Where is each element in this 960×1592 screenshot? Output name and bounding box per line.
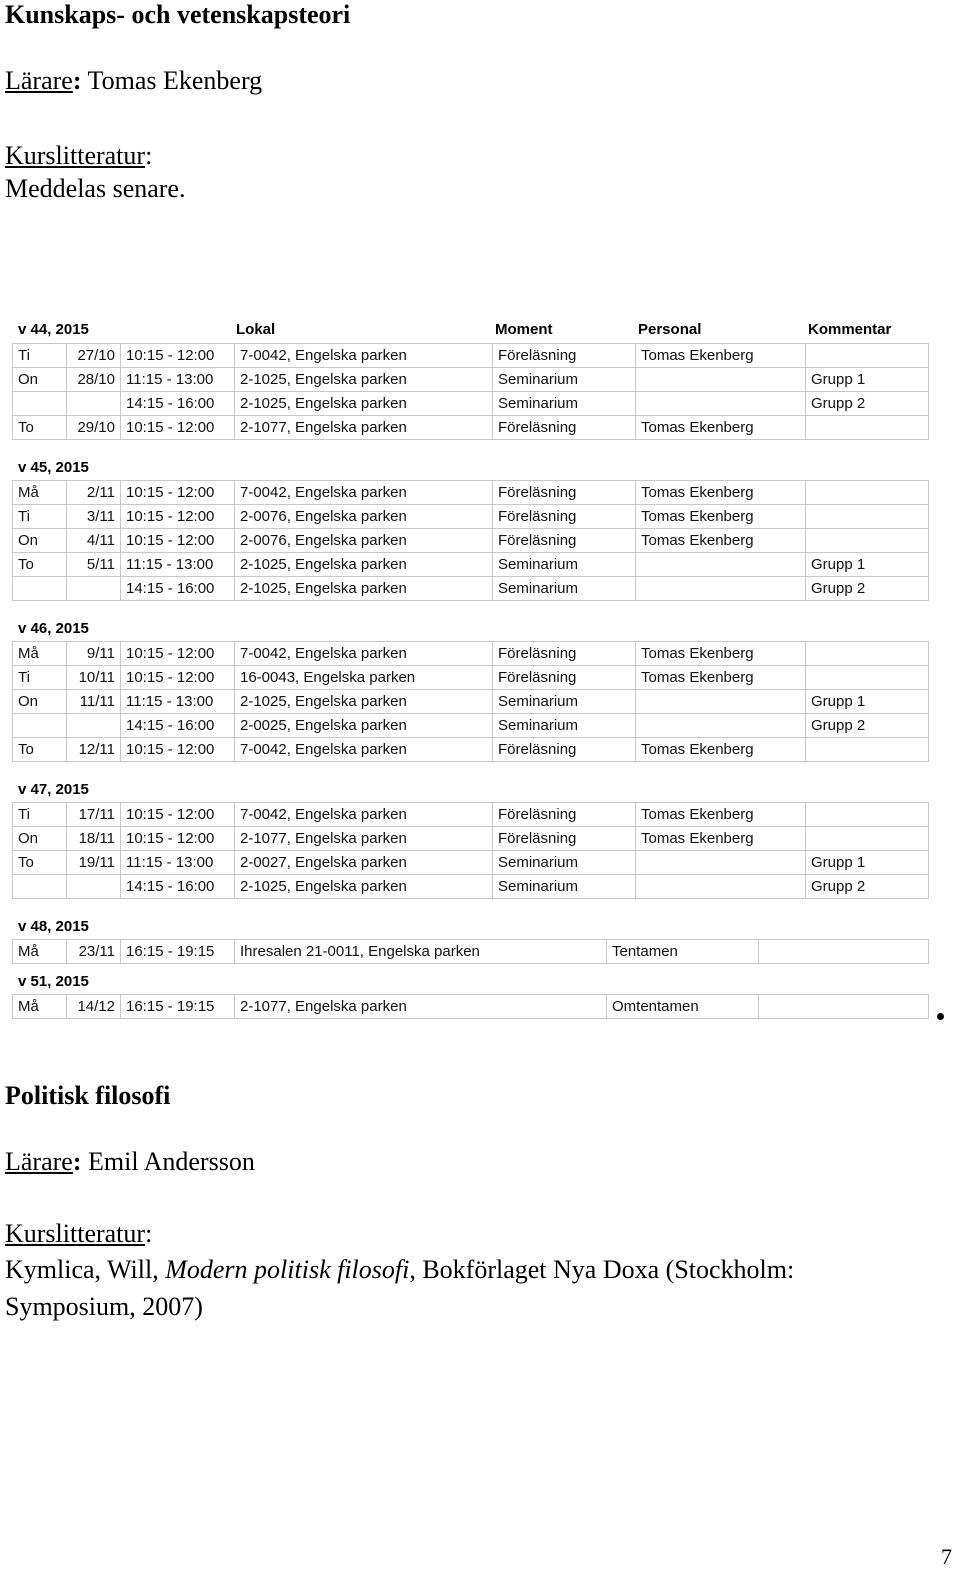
table-cell: On xyxy=(13,827,67,851)
table-cell: 10:15 - 12:00 xyxy=(121,738,235,762)
table-cell: 29/10 xyxy=(67,416,121,440)
table-cell xyxy=(636,392,806,416)
header-lokal: Lokal xyxy=(236,321,276,338)
schedule-week-table xyxy=(12,480,929,601)
table-cell: Föreläsning xyxy=(493,529,636,553)
schedule-week-table xyxy=(12,939,929,964)
table-cell: 11:15 - 13:00 xyxy=(121,368,235,392)
table-cell: Ti xyxy=(13,803,67,827)
literature-text-1: Meddelas senare. xyxy=(5,174,186,203)
table-cell: 10/11 xyxy=(67,666,121,690)
table-cell: Må xyxy=(13,481,67,505)
teacher-line-2: Lärare: Emil Andersson xyxy=(5,1147,255,1176)
table-cell: 2-0025, Engelska parken xyxy=(235,714,493,738)
table-cell: Seminarium xyxy=(493,553,636,577)
table-cell: Grupp 2 xyxy=(806,577,929,601)
table-cell xyxy=(806,738,929,762)
schedule-table xyxy=(12,317,928,1019)
table-cell xyxy=(636,851,806,875)
table-cell: Seminarium xyxy=(493,875,636,899)
table-cell: 10:15 - 12:00 xyxy=(121,416,235,440)
table-cell xyxy=(806,803,929,827)
teacher-colon: : xyxy=(72,66,82,95)
table-cell: Tomas Ekenberg xyxy=(636,481,806,505)
table-row xyxy=(13,803,929,827)
table-cell: 2-1025, Engelska parken xyxy=(235,553,493,577)
table-cell: 10:15 - 12:00 xyxy=(121,666,235,690)
table-row xyxy=(13,875,929,899)
table-cell xyxy=(67,875,121,899)
table-cell: 11:15 - 13:00 xyxy=(121,690,235,714)
header-kommentar: Kommentar xyxy=(808,321,892,338)
table-cell xyxy=(806,666,929,690)
literature-label-1: Kurslitteratur: xyxy=(5,141,153,170)
table-cell: 2-1077, Engelska parken xyxy=(235,416,493,440)
schedule-week-table xyxy=(12,641,929,762)
table-row xyxy=(13,505,929,529)
table-cell: 7-0042, Engelska parken xyxy=(235,481,493,505)
teacher-label: Lärare xyxy=(5,66,73,95)
table-cell: Omtentamen xyxy=(607,995,759,1019)
table-cell xyxy=(13,577,67,601)
table-cell: 11/11 xyxy=(67,690,121,714)
table-row xyxy=(13,416,929,440)
table-cell: 14:15 - 16:00 xyxy=(121,714,235,738)
table-cell: 10:15 - 12:00 xyxy=(121,642,235,666)
header-moment: Moment xyxy=(495,321,553,338)
table-cell: Grupp 1 xyxy=(806,690,929,714)
table-cell: Föreläsning xyxy=(493,738,636,762)
table-cell: Må xyxy=(13,642,67,666)
table-row xyxy=(13,940,929,964)
table-cell: 23/11 xyxy=(67,940,121,964)
table-cell xyxy=(67,714,121,738)
table-row xyxy=(13,553,929,577)
week-label: v 51, 2015 xyxy=(18,973,89,990)
table-cell: 16:15 - 19:15 xyxy=(121,995,235,1019)
table-cell: 16-0043, Engelska parken xyxy=(235,666,493,690)
table-cell xyxy=(806,827,929,851)
teacher-name-2: Emil Andersson xyxy=(88,1147,255,1176)
table-cell: 12/11 xyxy=(67,738,121,762)
literature-reference-line2: Symposium, 2007) xyxy=(5,1292,203,1321)
table-cell xyxy=(806,529,929,553)
table-cell: Föreläsning xyxy=(493,416,636,440)
table-cell: Föreläsning xyxy=(493,642,636,666)
table-row xyxy=(13,344,929,368)
table-cell: 2-0076, Engelska parken xyxy=(235,529,493,553)
table-cell: To xyxy=(13,416,67,440)
table-cell: 2-0027, Engelska parken xyxy=(235,851,493,875)
table-cell xyxy=(636,714,806,738)
table-cell: 7-0042, Engelska parken xyxy=(235,642,493,666)
table-cell: Seminarium xyxy=(493,690,636,714)
table-cell: 18/11 xyxy=(67,827,121,851)
week-label: v 48, 2015 xyxy=(18,918,89,935)
bullet-dot xyxy=(937,1013,944,1020)
table-cell: 10:15 - 12:00 xyxy=(121,505,235,529)
header-personal: Personal xyxy=(638,321,702,338)
table-cell: Föreläsning xyxy=(493,827,636,851)
table-cell: Föreläsning xyxy=(493,344,636,368)
table-cell: 4/11 xyxy=(67,529,121,553)
table-cell: Föreläsning xyxy=(493,505,636,529)
table-cell: 17/11 xyxy=(67,803,121,827)
table-cell: Grupp 2 xyxy=(806,875,929,899)
teacher-line-1 xyxy=(5,66,262,96)
table-cell xyxy=(636,690,806,714)
table-cell: 14:15 - 16:00 xyxy=(121,577,235,601)
course-title-2: Politisk filosofi xyxy=(5,1081,171,1110)
week-header: v 44, 2015 xyxy=(18,321,89,338)
table-cell: To xyxy=(13,738,67,762)
table-cell: Må xyxy=(13,995,67,1019)
book-title: Modern politisk filosofi xyxy=(165,1255,410,1284)
table-cell: 16:15 - 19:15 xyxy=(121,940,235,964)
table-cell: 9/11 xyxy=(67,642,121,666)
table-cell: 27/10 xyxy=(67,344,121,368)
table-cell: To xyxy=(13,851,67,875)
table-cell: 2-1077, Engelska parken xyxy=(235,827,493,851)
table-row xyxy=(13,481,929,505)
table-cell: 3/11 xyxy=(67,505,121,529)
table-cell: Tomas Ekenberg xyxy=(636,738,806,762)
table-cell: 2-1077, Engelska parken xyxy=(235,995,607,1019)
table-row xyxy=(13,529,929,553)
table-cell: Föreläsning xyxy=(493,666,636,690)
table-row xyxy=(13,577,929,601)
week-label: v 47, 2015 xyxy=(18,781,89,798)
table-cell: 10:15 - 12:00 xyxy=(121,344,235,368)
table-cell: Föreläsning xyxy=(493,803,636,827)
table-cell: Grupp 2 xyxy=(806,392,929,416)
table-cell xyxy=(806,481,929,505)
table-cell: 10:15 - 12:00 xyxy=(121,803,235,827)
table-cell xyxy=(13,875,67,899)
table-cell: 2-1025, Engelska parken xyxy=(235,875,493,899)
table-cell: Tomas Ekenberg xyxy=(636,642,806,666)
table-cell: Tomas Ekenberg xyxy=(636,666,806,690)
schedule-week-table xyxy=(12,802,929,899)
table-cell: Ti xyxy=(13,505,67,529)
table-cell xyxy=(636,577,806,601)
table-cell: Seminarium xyxy=(493,851,636,875)
table-cell: 2-1025, Engelska parken xyxy=(235,577,493,601)
table-row xyxy=(13,827,929,851)
table-cell: Tomas Ekenberg xyxy=(636,529,806,553)
table-cell: 28/10 xyxy=(67,368,121,392)
table-row xyxy=(13,995,929,1019)
table-cell: 14:15 - 16:00 xyxy=(121,875,235,899)
table-cell xyxy=(636,875,806,899)
table-cell xyxy=(806,416,929,440)
table-cell: Seminarium xyxy=(493,714,636,738)
table-cell: On xyxy=(13,690,67,714)
table-cell: Grupp 1 xyxy=(806,851,929,875)
table-cell: Grupp 1 xyxy=(806,553,929,577)
table-cell: Ti xyxy=(13,666,67,690)
table-cell xyxy=(67,577,121,601)
schedule-week-table xyxy=(12,994,929,1019)
table-row xyxy=(13,642,929,666)
table-cell: 7-0042, Engelska parken xyxy=(235,738,493,762)
table-cell: 14:15 - 16:00 xyxy=(121,392,235,416)
table-cell: Må xyxy=(13,940,67,964)
table-row xyxy=(13,738,929,762)
schedule-week-table xyxy=(12,343,929,440)
table-cell: Tomas Ekenberg xyxy=(636,827,806,851)
table-cell: 5/11 xyxy=(67,553,121,577)
table-cell: Seminarium xyxy=(493,577,636,601)
table-cell xyxy=(759,940,929,964)
table-row xyxy=(13,666,929,690)
table-cell: Tomas Ekenberg xyxy=(636,416,806,440)
table-cell: Tentamen xyxy=(607,940,759,964)
table-cell: 7-0042, Engelska parken xyxy=(235,803,493,827)
table-cell: 11:15 - 13:00 xyxy=(121,553,235,577)
table-cell: On xyxy=(13,368,67,392)
table-cell: Tomas Ekenberg xyxy=(636,344,806,368)
week-label: v 46, 2015 xyxy=(18,620,89,637)
table-cell: Seminarium xyxy=(493,368,636,392)
table-row xyxy=(13,368,929,392)
table-cell xyxy=(13,714,67,738)
table-cell: 2-1025, Engelska parken xyxy=(235,392,493,416)
table-cell: Ti xyxy=(13,344,67,368)
table-cell: Seminarium xyxy=(493,392,636,416)
table-cell: 2-0076, Engelska parken xyxy=(235,505,493,529)
table-cell: 10:15 - 12:00 xyxy=(121,827,235,851)
page-number: 7 xyxy=(941,1544,952,1569)
table-cell: 14/12 xyxy=(67,995,121,1019)
table-cell xyxy=(636,553,806,577)
week-label: v 45, 2015 xyxy=(18,459,89,476)
table-cell: 2/11 xyxy=(67,481,121,505)
table-cell: 19/11 xyxy=(67,851,121,875)
table-cell: Tomas Ekenberg xyxy=(636,803,806,827)
table-row xyxy=(13,714,929,738)
table-cell: To xyxy=(13,553,67,577)
literature-label-2: Kurslitteratur: xyxy=(5,1219,153,1248)
table-cell: 10:15 - 12:00 xyxy=(121,529,235,553)
table-row xyxy=(13,392,929,416)
teacher-name: Tomas Ekenberg xyxy=(87,66,263,95)
table-cell: Grupp 2 xyxy=(806,714,929,738)
literature-reference: Kymlica, Will, Modern politisk filosofi, Bokförlaget Nya Doxa (Stockholm: xyxy=(5,1255,795,1284)
table-cell: Tomas Ekenberg xyxy=(636,505,806,529)
table-cell: 10:15 - 12:00 xyxy=(121,481,235,505)
schedule-header xyxy=(12,317,928,343)
table-cell xyxy=(636,368,806,392)
table-cell xyxy=(806,344,929,368)
table-cell: Ihresalen 21-0011, Engelska parken xyxy=(235,940,607,964)
table-cell xyxy=(806,642,929,666)
table-row xyxy=(13,690,929,714)
table-cell: 7-0042, Engelska parken xyxy=(235,344,493,368)
table-cell: Grupp 1 xyxy=(806,368,929,392)
table-cell xyxy=(67,392,121,416)
course-title-1: Kunskaps- och vetenskapsteori xyxy=(5,0,351,29)
table-cell xyxy=(759,995,929,1019)
table-cell xyxy=(806,505,929,529)
table-row xyxy=(13,851,929,875)
table-cell: On xyxy=(13,529,67,553)
table-cell xyxy=(13,392,67,416)
table-cell: 2-1025, Engelska parken xyxy=(235,690,493,714)
table-cell: 2-1025, Engelska parken xyxy=(235,368,493,392)
table-cell: Föreläsning xyxy=(493,481,636,505)
table-cell: 11:15 - 13:00 xyxy=(121,851,235,875)
